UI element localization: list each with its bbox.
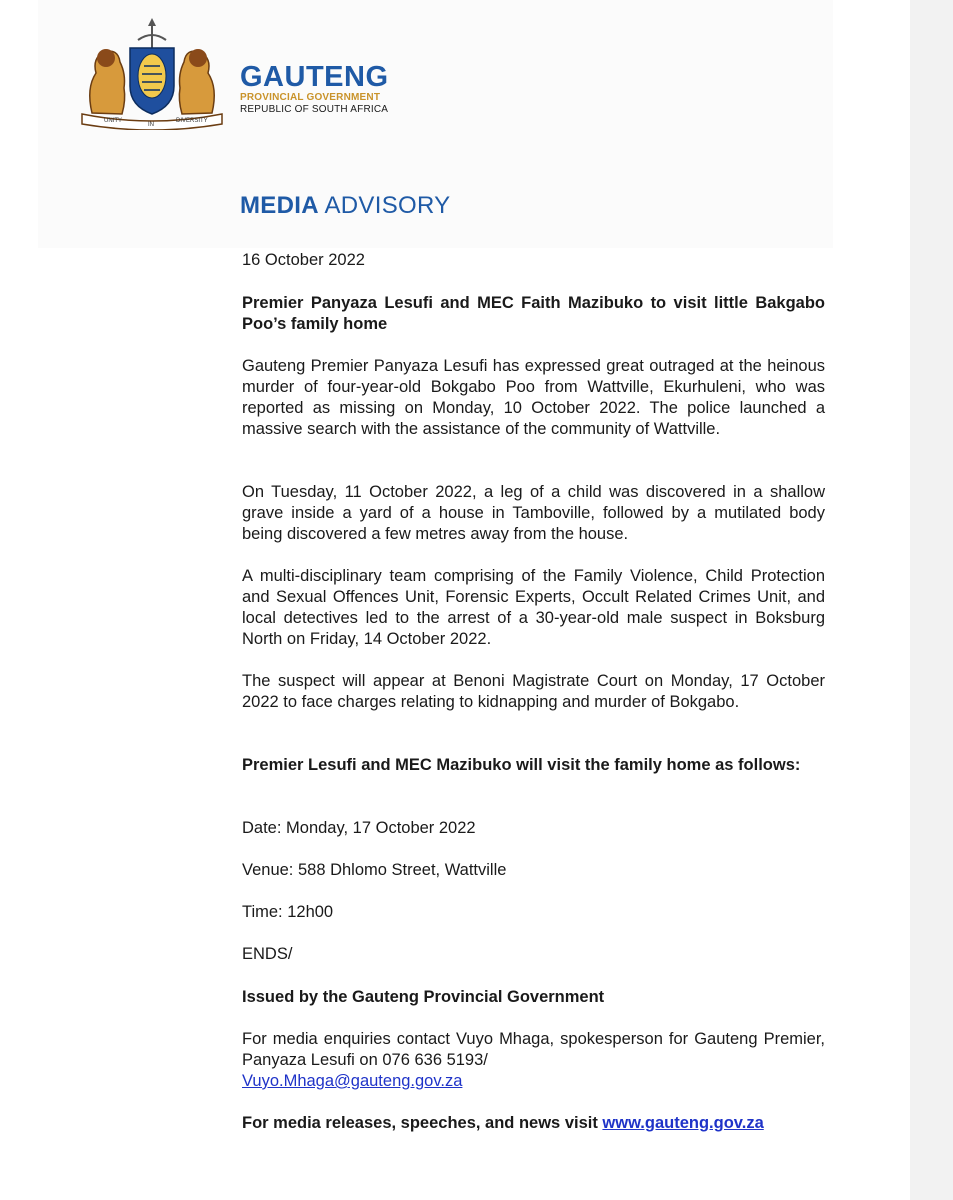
advisory-bold: MEDIA xyxy=(240,192,319,219)
paragraph-2: On Tuesday, 11 October 2022, a leg of a child was discovered in a shallow grave inside a yard of a house in Tamboville, followed by a mutilated body being discovered a few metres away from the house. xyxy=(242,483,825,543)
footer-line xyxy=(242,1113,825,1134)
enquiries-text: For media enquiries contact Vuyo Mhaga, spokesperson for Gauteng Premier, Panyaza Lesufi on 076 636 5193/ xyxy=(242,1030,825,1069)
visit-time: Time: 12h00 xyxy=(242,903,334,921)
visit-date: Date: Monday, 17 October 2022 xyxy=(242,819,476,837)
motto-word-1: UNITY xyxy=(104,118,122,124)
visit-venue: Venue: 588 Dhlomo Street, Wattville xyxy=(242,861,507,879)
paragraph-1: Gauteng Premier Panyaza Lesufi has expressed great outraged at the heinous murder of four-year-old Bokgabo Poo from Wattville, Ekurhuleni, who was reported as missing on Monday, 10 October 2022. The police launched a massive search with the assistance of the community of Wattville. xyxy=(242,357,825,438)
advisory-rest: ADVISORY xyxy=(318,192,451,219)
brand-country: REPUBLIC OF SOUTH AFRICA xyxy=(240,104,389,115)
brand-name: GAUTENG xyxy=(240,61,389,93)
motto-word-2: IN xyxy=(148,122,154,128)
paragraph-4: The suspect will appear at Benoni Magistrate Court on Monday, 17 October 2022 to face charges relating to kidnapping and murder of Bokgabo. xyxy=(242,672,825,711)
media-advisory-title xyxy=(240,192,451,220)
issued-by: Issued by the Gauteng Provincial Government xyxy=(242,988,605,1006)
media-enquiries xyxy=(242,1029,825,1092)
brand-subtitle: PROVINCIAL GOVERNMENT xyxy=(240,92,381,103)
brand-block xyxy=(240,62,389,116)
ends-marker: ENDS/ xyxy=(242,945,293,963)
motto-word-3: DIVERSITY xyxy=(176,118,208,124)
spokesperson-email-link[interactable]: Vuyo.Mhaga@gauteng.gov.za xyxy=(242,1072,463,1090)
paragraph-3: A multi-disciplinary team comprising of the Family Violence, Child Protection and Sexual Offences Unit, Forensic Experts, Occult Related Crimes Unit, and local detectives led to the arrest of a 30-year-old male suspect in Boksburg North on Friday, 14 October 2022. xyxy=(242,567,825,648)
website-link[interactable]: www.gauteng.gov.za xyxy=(602,1114,764,1132)
visit-heading: Premier Lesufi and MEC Mazibuko will visit the family home as follows: xyxy=(242,756,801,774)
coat-of-arms-logo xyxy=(78,18,226,130)
headline: Premier Panyaza Lesufi and MEC Faith Mazibuko to visit little Bakgabo Poo’s family home xyxy=(242,294,825,333)
footer-text: For media releases, speeches, and news visit xyxy=(242,1114,603,1132)
advisory-date: 16 October 2022 xyxy=(242,251,365,269)
